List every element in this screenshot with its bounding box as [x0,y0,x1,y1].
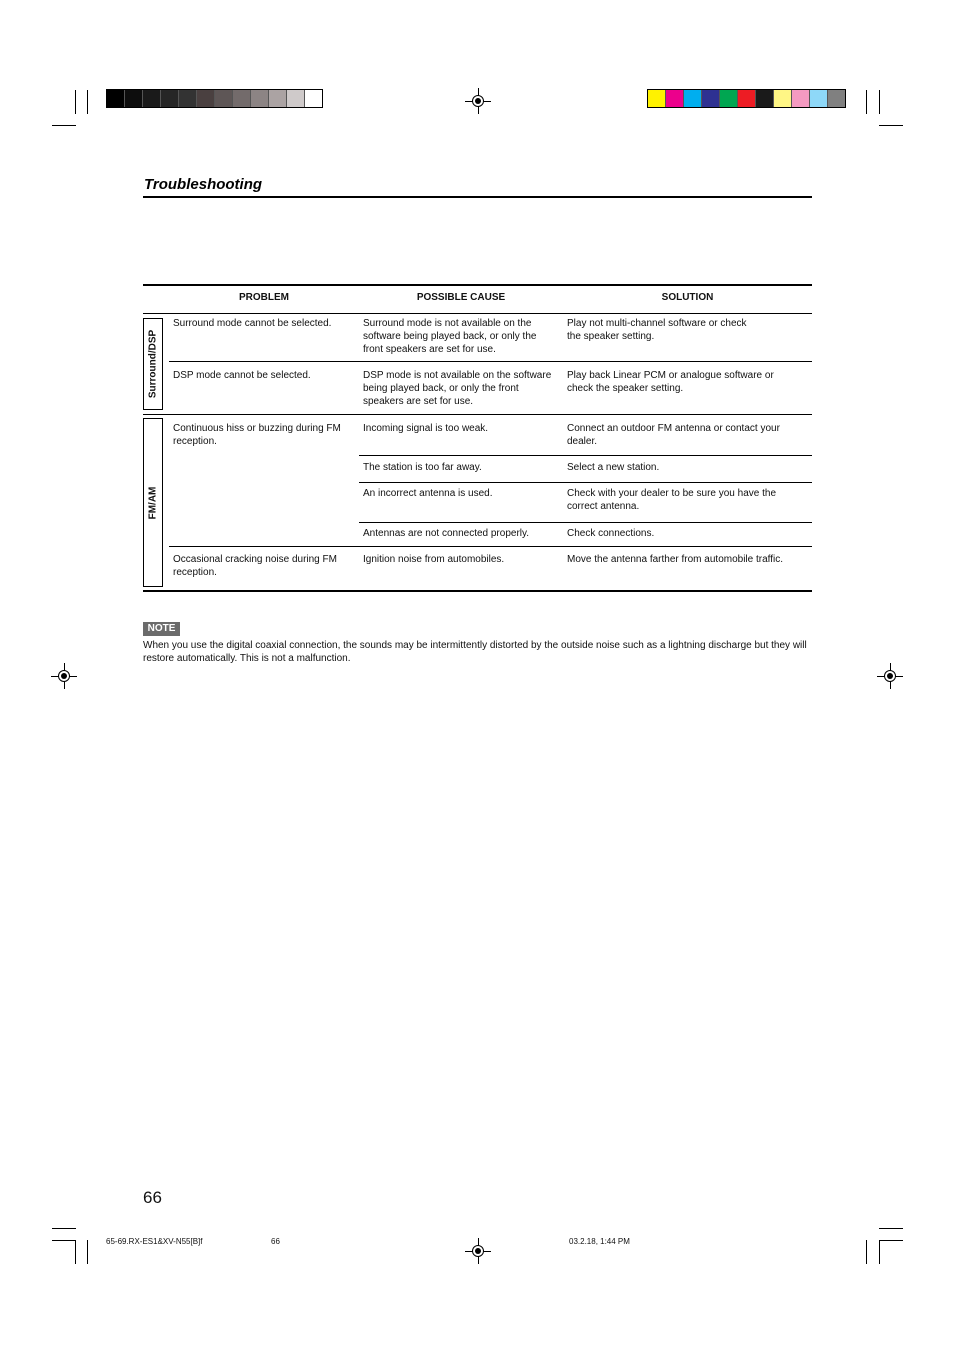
crop-mark [866,90,867,114]
gray-swatch [233,90,251,107]
problem-cell: Continuous hiss or buzzing during FM reception. [173,423,341,447]
solution-cell: Play back Linear PCM or analogue software or check the speaker setting. [567,370,774,394]
registration-mark-icon [55,667,73,685]
gray-swatch [251,90,269,107]
header-solution: SOLUTION [661,292,714,303]
row-divider [169,361,812,362]
gray-swatch [161,90,179,107]
cause-cell: The station is too far away. [363,462,482,473]
crop-mark [879,1240,903,1241]
footer-page: 66 [271,1237,280,1246]
header-problem: PROBLEM [239,292,289,303]
cause-cell: DSP mode is not available on the software being played back, or only the front speakers are set for use. [363,370,552,407]
registration-mark-icon [469,92,487,110]
cause-cell: Surround mode is not available on the software being played back, or only the front speakers are set for use. [363,318,537,355]
footer-timestamp: 03.2.18, 1:44 PM [569,1237,630,1246]
crop-mark [879,90,880,114]
color-swatch [810,90,828,107]
solution-cell: Move the antenna farther from automobile traffic. [567,554,784,565]
crop-mark [52,1240,76,1241]
color-swatch [684,90,702,107]
crop-mark [75,90,76,114]
gray-swatch [179,90,197,107]
gray-swatch [305,90,322,107]
color-swatch [648,90,666,107]
category-surround-dsp: Surround/DSP [143,318,163,410]
row-divider [359,482,812,483]
category-fm-am: FM/AM [143,418,163,587]
cause-cell: Antennas are not connected properly. [363,528,530,539]
solution-cell: Select a new station. [567,462,660,473]
color-swatch [738,90,756,107]
table-bottom-rule [143,590,812,592]
color-swatch [756,90,774,107]
crop-mark [879,125,903,126]
gray-swatch [197,90,215,107]
gray-swatch [107,90,125,107]
row-divider [169,546,812,547]
page-number: 66 [143,1188,162,1207]
color-swatch [828,90,845,107]
color-swatch [702,90,720,107]
solution-cell: Connect an outdoor FM antenna or contact your dealer. [567,423,780,447]
header-cause: POSSIBLE CAUSE [416,292,506,303]
crop-mark [866,1240,867,1264]
color-swatch-bar [647,89,846,108]
section-title: Troubleshooting [144,176,263,193]
solution-cell: Play not multi-channel software or check the speaker setting. [567,318,747,342]
group-divider [143,414,812,415]
cause-cell: Incoming signal is too weak. [363,423,489,434]
crop-mark [87,90,88,114]
row-divider [359,455,812,456]
title-rule [143,196,812,198]
note-text: When you use the digital coaxial connection, the sounds may be intermittently distorted by the outside noise such as a lightning discharge but they will restore automatically. This is not a malfunction. [143,640,807,664]
problem-cell: DSP mode cannot be selected. [173,370,311,381]
cause-cell: An incorrect antenna is used. [363,488,493,499]
solution-cell: Check connections. [567,528,655,539]
table-header-rule [143,313,812,314]
crop-mark [879,1240,880,1264]
gray-swatch [125,90,143,107]
color-swatch [792,90,810,107]
problem-cell: Occasional cracking noise during FM reception. [173,554,337,578]
solution-cell: Check with your dealer to be sure you have the correct antenna. [567,488,777,512]
cause-cell: Ignition noise from automobiles. [363,554,505,565]
crop-mark [52,125,76,126]
color-swatch [666,90,684,107]
registration-mark-icon [881,667,899,685]
registration-mark-icon [469,1242,487,1260]
color-swatch [720,90,738,107]
crop-mark [75,1240,76,1264]
color-swatch [774,90,792,107]
gray-swatch-bar [106,89,323,108]
row-divider [359,522,812,523]
problem-cell: Surround mode cannot be selected. [173,318,332,329]
gray-swatch [269,90,287,107]
gray-swatch [143,90,161,107]
crop-mark [87,1240,88,1264]
table-header-row [143,286,812,313]
gray-swatch [287,90,305,107]
crop-mark [879,1228,903,1229]
note-badge: NOTE [143,622,180,636]
gray-swatch [215,90,233,107]
footer-file: 65-69.RX-ES1&XV-N55[B]f [106,1237,203,1246]
crop-mark [52,1228,76,1229]
